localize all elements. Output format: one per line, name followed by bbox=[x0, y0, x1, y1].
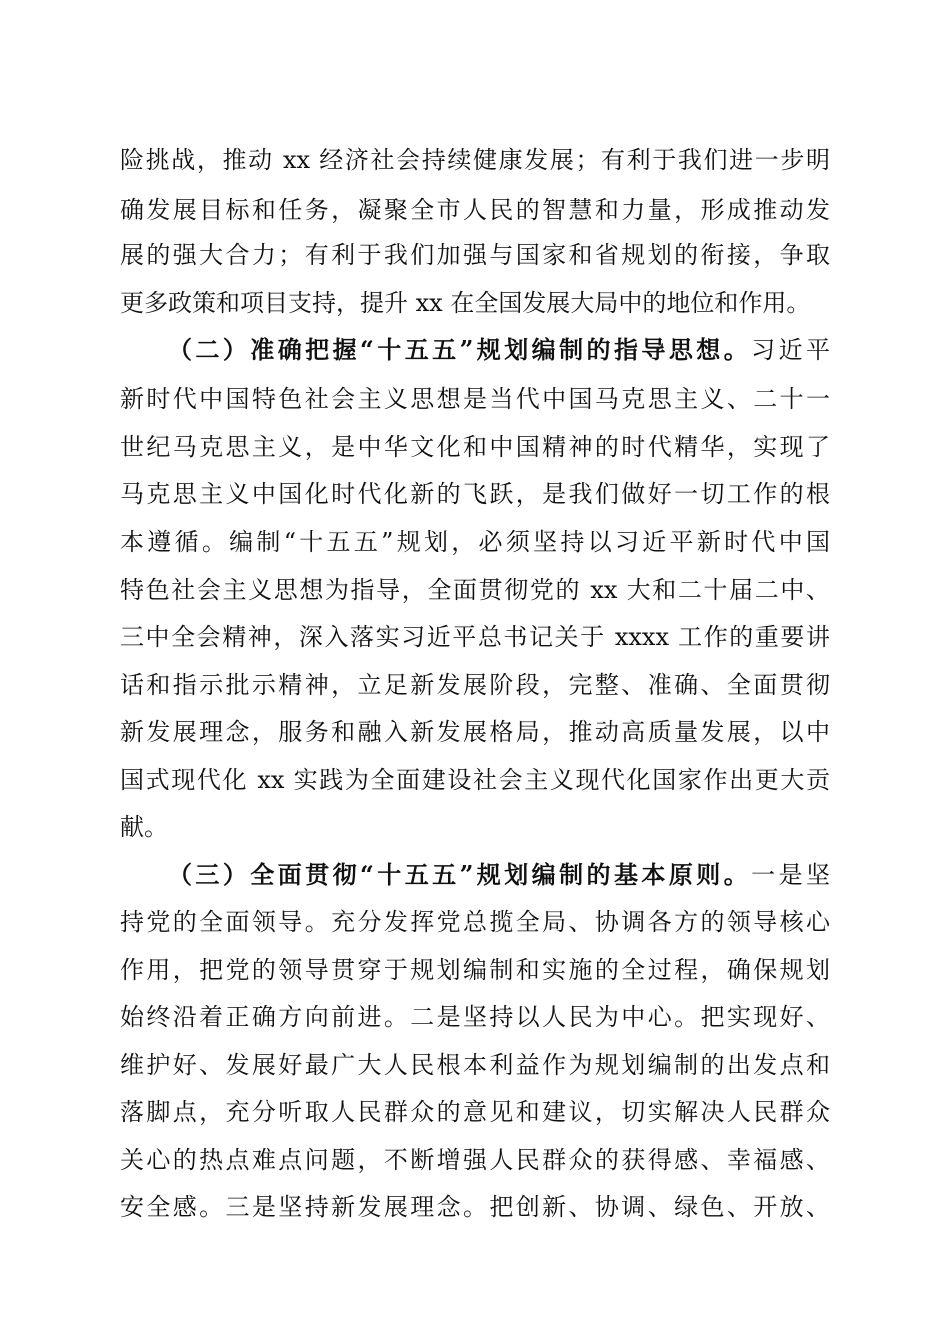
paragraph-2-lead-text: 习近平 bbox=[751, 336, 831, 364]
paragraph-3-line-8: 安全感。三是坚持新发展理念。把创新、协调、绿色、开放、 bbox=[120, 1193, 830, 1221]
paragraph-3-line-7: 关心的热点难点问题，不断增强人民群众的获得感、幸福感、 bbox=[120, 1146, 830, 1174]
paragraph-2-line-10: 国式现代化 xx 实践为全面建设社会主义现代化国家作出更大贡 bbox=[120, 766, 830, 794]
paragraph-2-line-6: 特色社会主义思想为指导，全面贯彻党的 xx 大和二十届二中、 bbox=[120, 576, 830, 604]
paragraph-3-heading: （三）全面贯彻“十五五”规划编制的基本原则。 bbox=[168, 860, 752, 889]
paragraph-3-line-3: 作用，把党的领导贯穿于规划编制和实施的全过程，确保规划 bbox=[120, 956, 830, 984]
paragraph-3-line-5: 维护好、发展好最广大人民根本利益作为规划编制的出发点和 bbox=[120, 1051, 830, 1079]
paragraph-2-line-2: 新时代中国特色社会主义思想是当代中国马克思主义、二十一 bbox=[120, 385, 830, 413]
paragraph-2-line-5: 本遵循。编制“十五五”规划，必须坚持以习近平新时代中国 bbox=[120, 528, 830, 556]
paragraph-3-lead-text: 一是坚 bbox=[751, 861, 831, 889]
paragraph-2-line-3: 世纪马克思主义，是中华文化和中国精神的时代精华，实现了 bbox=[120, 433, 830, 461]
paragraph-1-line-2: 确发展目标和任务，凝聚全市人民的智慧和力量，形成推动发 bbox=[120, 196, 830, 224]
paragraph-2-line-7: 三中全会精神，深入落实习近平总书记关于 xxxx 工作的重要讲 bbox=[120, 623, 830, 651]
paragraph-2-line-4: 马克思主义中国化时代化新的飞跃，是我们做好一切工作的根 bbox=[120, 480, 830, 508]
paragraph-2-heading: （二）准确把握“十五五”规划编制的指导思想。 bbox=[168, 335, 752, 364]
paragraph-1-line-1: 险挑战，推动 xx 经济社会持续健康发展；有利于我们进一步明 bbox=[120, 146, 830, 174]
paragraph-2-line-11: 献。 bbox=[120, 813, 168, 841]
paragraph-3-line-1 bbox=[168, 855, 830, 895]
paragraph-2-line-8: 话和指示批示精神，立足新发展阶段，完整、准确、全面贯彻 bbox=[120, 671, 830, 699]
paragraph-3-line-6: 落脚点，充分听取人民群众的意见和建议，切实解决人民群众 bbox=[120, 1098, 830, 1126]
paragraph-1-line-3: 展的强大合力；有利于我们加强与国家和省规划的衔接，争取 bbox=[120, 241, 830, 269]
paragraph-3-line-4: 始终沿着正确方向前进。二是坚持以人民为中心。把实现好、 bbox=[120, 1003, 830, 1031]
paragraph-1-line-4: 更多政策和项目支持，提升 xx 在全国发展大局中的地位和作用。 bbox=[120, 289, 811, 317]
paragraph-2-line-1 bbox=[168, 330, 830, 370]
paragraph-3-line-2: 持党的全面领导。充分发挥党总揽全局、协调各方的领导核心 bbox=[120, 908, 830, 936]
paragraph-2-line-9: 新发展理念，服务和融入新发展格局，推动高质量发展，以中 bbox=[120, 718, 830, 746]
